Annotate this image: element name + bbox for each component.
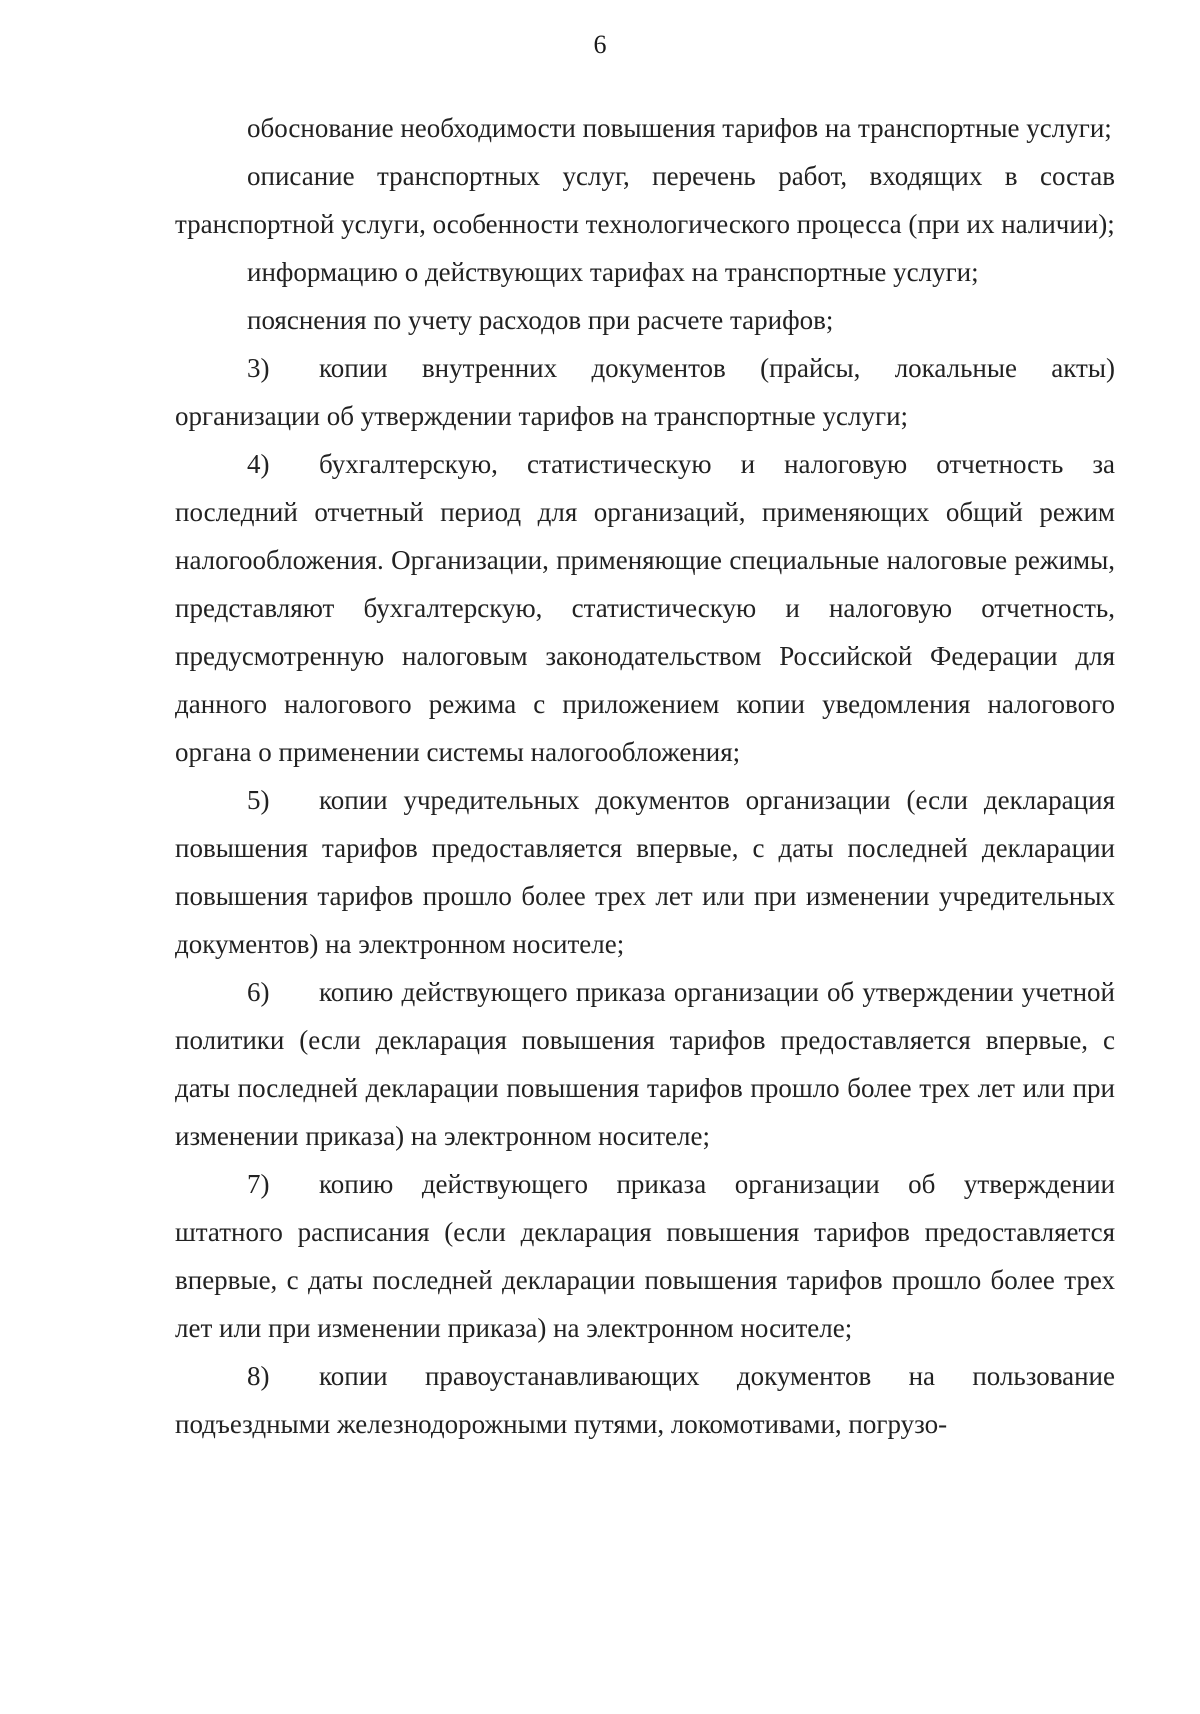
paragraph-cost-explanations: пояснения по учету расходов при расчете тарифов;: [247, 305, 834, 335]
document-body: [175, 104, 1115, 1448]
list-item-text: копию действующего приказа организации об утверждении штатного расписания (если декларация повышения тарифов предоставляется впервые, с даты последней декларации повышения тарифов прошло более трех лет или при изменении приказа) на электронном носителе;: [175, 1169, 1115, 1343]
list-item-text: копии учредительных документов организации (если декларация повышения тарифов предоставляется впервые, с даты последней декларации повышения тарифов прошло более трех лет или при изменении учредительных документов) на электронном носителе;: [175, 785, 1115, 959]
list-item-number: 6): [247, 977, 270, 1007]
list-item-5: [175, 776, 1115, 968]
list-item-text: копии внутренних документов (прайсы, локальные акты) организации об утверждении тарифов на транспортные услуги;: [175, 353, 1115, 431]
list-item-6: [175, 968, 1115, 1160]
paragraph-justification: обоснование необходимости повышения тарифов на транспортные услуги;: [247, 113, 1112, 143]
list-item-4: [175, 440, 1115, 776]
list-item-number: 7): [247, 1169, 270, 1199]
list-item-3: [175, 344, 1115, 440]
paragraph-current-tariffs: информацию о действующих тарифах на транспортные услуги;: [247, 257, 979, 287]
list-item-8: [175, 1352, 1115, 1448]
list-item-number: 4): [247, 449, 270, 479]
list-item-number: 5): [247, 785, 270, 815]
page-number: 6: [593, 30, 607, 59]
list-item-7: [175, 1160, 1115, 1352]
list-item-text: бухгалтерскую, статистическую и налоговую отчетность за последний отчетный период для организаций, применяющих общий режим налогообложения. Организации, применяющие специальные налоговые режимы, представляют бухгалтерскую, статистическую и налоговую отчетность, предусмотренную налоговым законодательством Российской Федерации для данного налогового режима с приложением копии уведомления налогового органа о применении системы налогообложения;: [175, 449, 1115, 767]
paragraph-description: описание транспортных услуг, перечень работ, входящих в состав транспортной услуги, особенности технологического процесса (при их наличии);: [175, 161, 1115, 239]
list-item-text: копии правоустанавливающих документов на пользование подъездными железнодорожными путями, локомотивами, погрузо-: [175, 1361, 1115, 1439]
list-item-text: копию действующего приказа организации об утверждении учетной политики (если декларация повышения тарифов предоставляется впервые, с даты последней декларации повышения тарифов прошло более трех лет или при изменении приказа) на электронном носителе;: [175, 977, 1115, 1151]
list-item-number: 8): [247, 1361, 270, 1391]
list-item-number: 3): [247, 353, 270, 383]
